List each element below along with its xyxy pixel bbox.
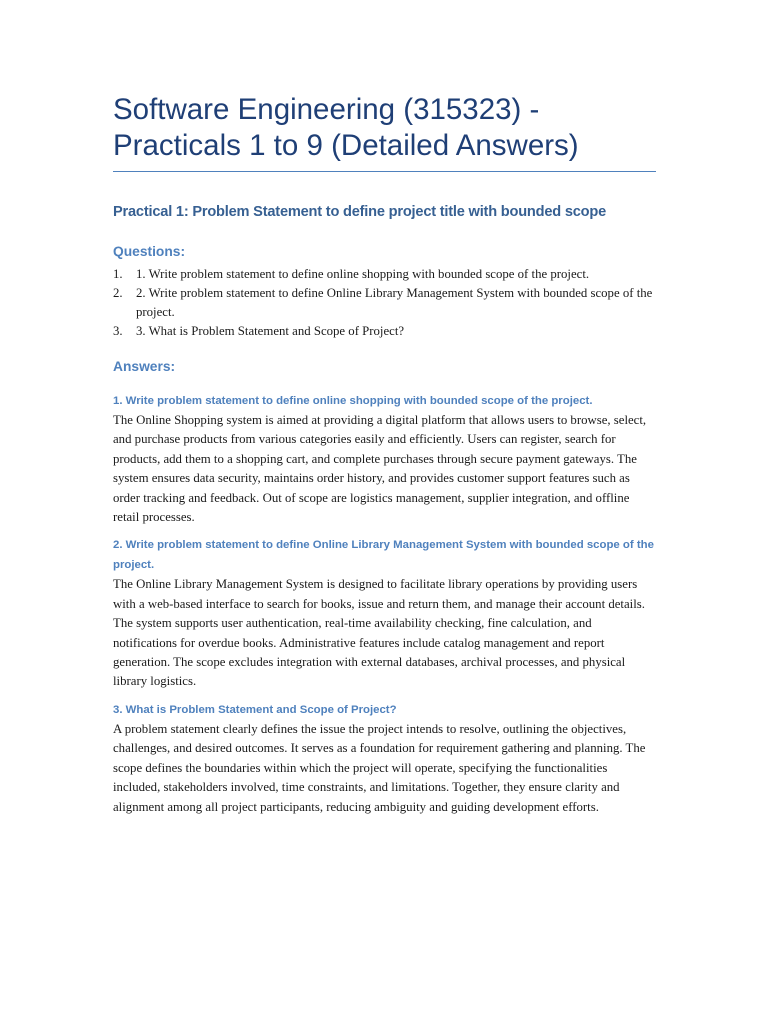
- question-number: 2.: [113, 286, 123, 300]
- answer-3-heading: 3. What is Problem Statement and Scope of Project?: [113, 703, 397, 716]
- question-text: 1. Write problem statement to define online shopping with bounded scope of the project.: [136, 267, 590, 281]
- questions-heading: Questions:: [113, 244, 186, 259]
- document-title: [113, 92, 656, 164]
- title-underline-rule: [113, 171, 656, 172]
- question-item: [113, 265, 656, 284]
- answer-2-heading: 2. Write problem statement to define Online Library Management System with bounded scope of the project.: [113, 539, 654, 572]
- question-text: 3. What is Problem Statement and Scope of Project?: [136, 324, 405, 338]
- answer-3-text: A problem statement clearly defines the issue the project intends to resolve, outlining the objectives, challenges, and desired outcomes. It serves as a foundation for requirement gathering and planning. The scope defines the boundaries within which the project will operate, specifying the functionalities included, stakeholders involved, time constraints, and limitations. Together, they ensure clarity and alignment among all project participants, reducing ambiguity and guiding development efforts.: [113, 721, 646, 814]
- document-title-line-1: Software Engineering (315323) -: [113, 93, 540, 126]
- question-item: [113, 284, 656, 322]
- document-page: [113, 92, 656, 817]
- practical-heading: Practical 1: Problem Statement to define project title with bounded scope: [113, 204, 607, 220]
- document-title-line-2: Practicals 1 to 9 (Detailed Answers): [113, 129, 579, 162]
- question-item: [113, 322, 656, 341]
- questions-list: [113, 265, 656, 341]
- question-text: 2. Write problem statement to define Online Library Management System with bounded scope of the project.: [136, 286, 653, 319]
- question-number: 3.: [113, 324, 123, 338]
- question-number: 1.: [113, 267, 123, 281]
- answers-heading: Answers:: [113, 359, 176, 374]
- answer-1-heading: 1. Write problem statement to define online shopping with bounded scope of the project.: [113, 395, 593, 407]
- answer-2-text: The Online Library Management System is designed to facilitate library operations by providing users with a web-based interface to search for books, issue and return them, and manage their account details. The system supports user authentication, real-time availability checking, fine calculation, and notifications for overdue books. Administrative features include catalog management and report generation. The scope excludes integration with external databases, archival processes, and physical library logistics.: [113, 577, 645, 689]
- answer-1-text: The Online Shopping system is aimed at providing a digital platform that allows users to browse, select, and purchase products from various categories easily and efficiently. Users can register, search for products, add them to a shopping cart, and complete purchases through secure payment gateways. The system ensures data security, maintains order history, and provides customer support features such as order tracking and feedback. Out of scope are logistics management, supplier integration, and offline retail processes.: [113, 413, 647, 525]
